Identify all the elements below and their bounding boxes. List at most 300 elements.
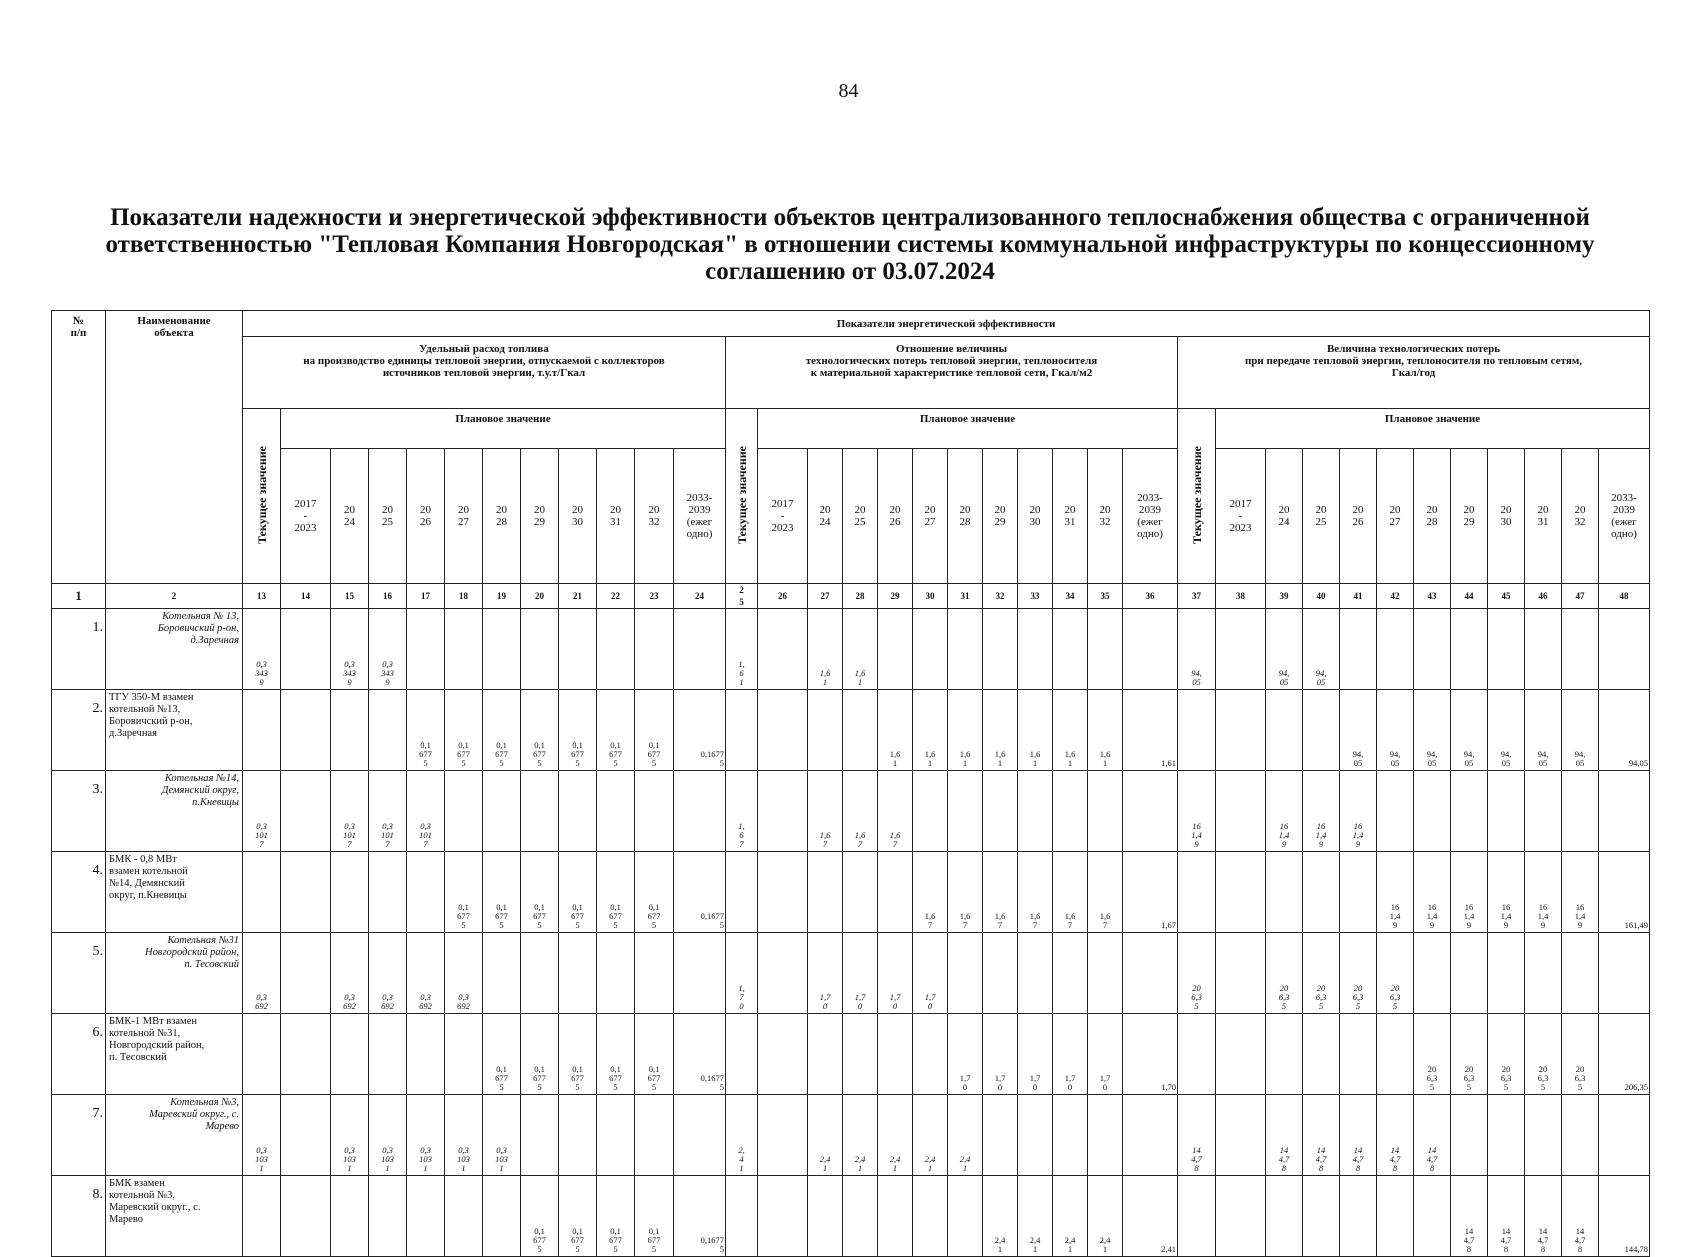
value-cell <box>445 1014 483 1095</box>
value-cell <box>1451 933 1488 1014</box>
value-cell <box>1562 933 1599 1014</box>
value-cell <box>808 1176 843 1257</box>
value-cell: 0,1677 5 <box>674 1176 726 1257</box>
value-cell: 0,1 677 5 <box>559 1176 597 1257</box>
year-header: 20 24 <box>1266 449 1303 584</box>
value-cell: 14 4,7 8 <box>1488 1176 1525 1257</box>
column-number: 37 <box>1178 584 1216 609</box>
column-number: 2 5 <box>726 584 758 609</box>
value-cell <box>674 1095 726 1176</box>
value-cell <box>281 771 331 852</box>
value-cell <box>1088 1095 1123 1176</box>
value-cell <box>635 609 674 690</box>
year-header: 20 26 <box>878 449 913 584</box>
value-cell <box>1414 609 1451 690</box>
value-cell: 1,6 7 <box>983 852 1018 933</box>
value-cell <box>559 1095 597 1176</box>
row-index: 1. <box>52 609 106 690</box>
column-number: 41 <box>1340 584 1377 609</box>
column-number: 19 <box>483 584 521 609</box>
value-cell: 1,7 0 <box>808 933 843 1014</box>
value-cell: 1,6 7 <box>808 771 843 852</box>
value-cell <box>726 1176 758 1257</box>
value-cell: 14 4,7 8 <box>1451 1176 1488 1257</box>
value-cell <box>369 690 407 771</box>
value-cell <box>521 933 559 1014</box>
column-number: 32 <box>983 584 1018 609</box>
value-cell <box>407 1176 445 1257</box>
value-cell: 0,1 677 5 <box>597 690 635 771</box>
value-cell <box>597 1095 635 1176</box>
value-cell <box>281 933 331 1014</box>
header-current-value: Текущее значение <box>243 409 281 584</box>
value-cell <box>1018 1095 1053 1176</box>
value-cell: 20 6,3 5 <box>1340 933 1377 1014</box>
column-number: 27 <box>808 584 843 609</box>
object-name: Котельная № 13, Боровичский р-он, д.Заречная <box>106 609 243 690</box>
year-header: 20 24 <box>331 449 369 584</box>
value-cell <box>758 852 808 933</box>
value-cell: 0,1 677 5 <box>635 1176 674 1257</box>
value-cell: 2,4 1 <box>808 1095 843 1176</box>
value-cell: 1, 7 0 <box>726 933 758 1014</box>
value-cell <box>1414 771 1451 852</box>
years-row <box>52 449 1650 584</box>
value-cell <box>243 690 281 771</box>
value-cell: 20 6,3 5 <box>1266 933 1303 1014</box>
value-cell <box>369 1176 407 1257</box>
value-cell <box>983 771 1018 852</box>
value-cell <box>983 609 1018 690</box>
value-cell: 0,1 677 5 <box>407 690 445 771</box>
table-row <box>52 852 1650 933</box>
value-cell <box>1562 1095 1599 1176</box>
value-cell <box>635 933 674 1014</box>
value-cell: 20 6,3 5 <box>1488 1014 1525 1095</box>
value-cell <box>407 1014 445 1095</box>
value-cell <box>843 690 878 771</box>
value-cell <box>1053 1095 1088 1176</box>
page-number: 84 <box>838 80 859 102</box>
column-number: 29 <box>878 584 913 609</box>
value-cell: 2,4 1 <box>1053 1176 1088 1257</box>
value-cell: 0,1677 5 <box>674 852 726 933</box>
year-header: 20 29 <box>983 449 1018 584</box>
value-cell <box>1488 609 1525 690</box>
header-num: № п/п <box>52 311 106 584</box>
object-name: Котельная №3, Маревский округ., с. Марево <box>106 1095 243 1176</box>
value-cell: 14 4,7 8 <box>1178 1095 1216 1176</box>
value-cell <box>843 1176 878 1257</box>
value-cell: 94, 05 <box>1562 690 1599 771</box>
value-cell <box>1377 609 1414 690</box>
value-cell: 0,1 677 5 <box>597 1176 635 1257</box>
value-cell <box>674 933 726 1014</box>
value-cell: 0,1 677 5 <box>635 852 674 933</box>
column-number: 31 <box>948 584 983 609</box>
value-cell: 1,7 0 <box>913 933 948 1014</box>
value-cell: 0,1 677 5 <box>483 690 521 771</box>
header-name: Наименование объекта <box>106 311 243 584</box>
value-cell <box>1488 933 1525 1014</box>
year-header: 2033- 2039 (ежег одно) <box>674 449 726 584</box>
value-cell <box>878 609 913 690</box>
column-number: 14 <box>281 584 331 609</box>
value-cell <box>1216 771 1266 852</box>
value-cell: 2,4 1 <box>878 1095 913 1176</box>
value-cell <box>1123 933 1178 1014</box>
value-cell <box>1216 1095 1266 1176</box>
value-cell <box>983 933 1018 1014</box>
table-row <box>52 690 1650 771</box>
column-number: 16 <box>369 584 407 609</box>
value-cell <box>1018 933 1053 1014</box>
year-header: 20 28 <box>1414 449 1451 584</box>
year-header: 20 31 <box>1053 449 1088 584</box>
value-cell: 161,49 <box>1599 852 1650 933</box>
value-cell: 206,35 <box>1599 1014 1650 1095</box>
value-cell: 1,61 <box>1123 690 1178 771</box>
year-header: 2033- 2039 (ежег одно) <box>1123 449 1178 584</box>
value-cell: 1,6 1 <box>1088 690 1123 771</box>
column-number: 34 <box>1053 584 1088 609</box>
row-index: 8. <box>52 1176 106 1257</box>
value-cell <box>559 609 597 690</box>
value-cell: 16 1,4 9 <box>1488 852 1525 933</box>
value-cell <box>1488 1095 1525 1176</box>
value-cell: 1,6 7 <box>1053 852 1088 933</box>
value-cell: 1,7 0 <box>1088 1014 1123 1095</box>
column-number: 45 <box>1488 584 1525 609</box>
value-cell <box>1525 933 1562 1014</box>
value-cell <box>243 852 281 933</box>
header-planned-value: Плановое значение <box>1216 409 1650 449</box>
value-cell <box>1599 609 1650 690</box>
value-cell: 20 6,3 5 <box>1303 933 1340 1014</box>
value-cell <box>1340 852 1377 933</box>
value-cell <box>1266 1176 1303 1257</box>
value-cell: 20 6,3 5 <box>1377 933 1414 1014</box>
object-name: БМК - 0,8 МВт взамен котельной №14, Демянский округ, п.Кневицы <box>106 852 243 933</box>
object-name: БМК-1 МВт взамен котельной №31, Новгородский район, п. Тесовский <box>106 1014 243 1095</box>
column-number: 1 <box>52 584 106 609</box>
column-number: 47 <box>1562 584 1599 609</box>
value-cell: 0,1677 5 <box>674 690 726 771</box>
value-cell: 14 4,7 8 <box>1266 1095 1303 1176</box>
value-cell: 16 1,4 9 <box>1266 771 1303 852</box>
value-cell: 0,1 677 5 <box>445 690 483 771</box>
value-cell <box>808 1014 843 1095</box>
value-cell <box>1340 1176 1377 1257</box>
year-header: 20 28 <box>483 449 521 584</box>
value-cell <box>281 1014 331 1095</box>
value-cell <box>758 771 808 852</box>
value-cell <box>758 690 808 771</box>
column-number: 22 <box>597 584 635 609</box>
value-cell: 14 4,7 8 <box>1303 1095 1340 1176</box>
year-header: 20 25 <box>369 449 407 584</box>
value-cell <box>243 1176 281 1257</box>
row-index: 4. <box>52 852 106 933</box>
value-cell: 0,3 101 7 <box>331 771 369 852</box>
column-number: 43 <box>1414 584 1451 609</box>
value-cell <box>521 771 559 852</box>
value-cell <box>1053 933 1088 1014</box>
value-cell <box>281 609 331 690</box>
value-cell <box>331 1014 369 1095</box>
value-cell <box>878 1014 913 1095</box>
year-header: 2033- 2039 (ежег одно) <box>1599 449 1650 584</box>
value-cell: 20 6,3 5 <box>1525 1014 1562 1095</box>
value-cell <box>726 852 758 933</box>
value-cell <box>913 1014 948 1095</box>
value-cell <box>758 1014 808 1095</box>
value-cell <box>1018 771 1053 852</box>
header-energy-efficiency: Показатели энергетической эффективности <box>243 311 1650 337</box>
value-cell: 20 6,3 5 <box>1178 933 1216 1014</box>
column-number: 28 <box>843 584 878 609</box>
column-number: 40 <box>1303 584 1340 609</box>
value-cell <box>521 609 559 690</box>
value-cell <box>635 771 674 852</box>
value-cell <box>1525 609 1562 690</box>
value-cell <box>1216 933 1266 1014</box>
year-header: 20 27 <box>445 449 483 584</box>
value-cell <box>758 609 808 690</box>
value-cell: 0,3 692 <box>445 933 483 1014</box>
table-row <box>52 1095 1650 1176</box>
year-header: 2017 - 2023 <box>1216 449 1266 584</box>
table-row <box>52 771 1650 852</box>
value-cell: 1,6 1 <box>1018 690 1053 771</box>
year-header: 20 30 <box>559 449 597 584</box>
value-cell <box>913 1176 948 1257</box>
value-cell: 1,6 1 <box>983 690 1018 771</box>
value-cell <box>331 690 369 771</box>
value-cell <box>369 1014 407 1095</box>
value-cell <box>1123 771 1178 852</box>
column-number: 20 <box>521 584 559 609</box>
value-cell: 0,3 101 7 <box>243 771 281 852</box>
value-cell: 1,6 7 <box>948 852 983 933</box>
value-cell <box>913 771 948 852</box>
value-cell <box>1018 609 1053 690</box>
value-cell: 0,1 677 5 <box>559 1014 597 1095</box>
value-cell <box>913 609 948 690</box>
document-title: Показатели надежности и энергетической эффективности объектов централизованного теплоснабжения общества с ограниченной ответственностью "Тепловая Компания Новгородская" в отношении системы коммунальной инфраструктуры по концессионному соглашению от 03.07.2024 <box>105 204 1595 285</box>
value-cell <box>758 1095 808 1176</box>
value-cell: 1,6 1 <box>843 609 878 690</box>
value-cell <box>1266 690 1303 771</box>
value-cell <box>1377 1014 1414 1095</box>
value-cell <box>1216 1176 1266 1257</box>
value-cell <box>1303 1176 1340 1257</box>
value-cell: 0,3 101 7 <box>407 771 445 852</box>
value-cell: 0,3 692 <box>331 933 369 1014</box>
column-number: 21 <box>559 584 597 609</box>
value-cell: 20 6,3 5 <box>1414 1014 1451 1095</box>
value-cell <box>1377 1176 1414 1257</box>
value-cell: 20 6,3 5 <box>1562 1014 1599 1095</box>
column-number: 38 <box>1216 584 1266 609</box>
value-cell <box>1303 852 1340 933</box>
value-cell: 16 1,4 9 <box>1303 771 1340 852</box>
value-cell: 144,78 <box>1599 1176 1650 1257</box>
value-cell <box>758 1176 808 1257</box>
value-cell: 1, 6 7 <box>726 771 758 852</box>
value-cell: 0,1 677 5 <box>521 852 559 933</box>
header-current-value: Текущее значение <box>1178 409 1216 584</box>
value-cell <box>1178 1014 1216 1095</box>
value-cell <box>331 1176 369 1257</box>
value-cell: 0,1 677 5 <box>597 1014 635 1095</box>
value-cell <box>1266 852 1303 933</box>
row-index: 5. <box>52 933 106 1014</box>
value-cell <box>758 933 808 1014</box>
column-number: 39 <box>1266 584 1303 609</box>
value-cell <box>1525 771 1562 852</box>
year-header: 20 25 <box>843 449 878 584</box>
value-cell: 1,7 0 <box>983 1014 1018 1095</box>
value-cell: 14 4,7 8 <box>1377 1095 1414 1176</box>
column-number: 33 <box>1018 584 1053 609</box>
value-cell <box>983 1095 1018 1176</box>
year-header: 20 26 <box>1340 449 1377 584</box>
value-cell <box>1053 609 1088 690</box>
header-planned-value: Плановое значение <box>281 409 726 449</box>
value-cell <box>483 1176 521 1257</box>
value-cell <box>726 1014 758 1095</box>
value-cell: 2,4 1 <box>843 1095 878 1176</box>
value-cell: 1,6 1 <box>808 609 843 690</box>
year-header: 2017 - 2023 <box>758 449 808 584</box>
column-number: 30 <box>913 584 948 609</box>
row-index: 3. <box>52 771 106 852</box>
value-cell <box>281 1176 331 1257</box>
value-cell: 94, 05 <box>1377 690 1414 771</box>
value-cell: 1,6 1 <box>948 690 983 771</box>
indicators-table-wrap <box>51 310 1650 1257</box>
value-cell <box>1599 1095 1650 1176</box>
value-cell <box>331 852 369 933</box>
year-header: 20 31 <box>597 449 635 584</box>
value-cell: 0,1677 5 <box>674 1014 726 1095</box>
value-cell: 16 1,4 9 <box>1562 852 1599 933</box>
column-numbers-row <box>52 584 1650 609</box>
header-group-loss-ratio: Отношение величины технологических потерь тепловой энергии, теплоносителя к материальной характеристике тепловой сети, Гкал/м2 <box>726 337 1178 409</box>
value-cell <box>1303 1014 1340 1095</box>
value-cell: 1,6 7 <box>913 852 948 933</box>
value-cell <box>843 1014 878 1095</box>
value-cell <box>597 771 635 852</box>
header-current-value: Текущее значение <box>726 409 758 584</box>
value-cell: 16 1,4 9 <box>1340 771 1377 852</box>
value-cell <box>1178 852 1216 933</box>
value-cell <box>597 609 635 690</box>
value-cell <box>597 933 635 1014</box>
value-cell <box>281 690 331 771</box>
value-cell: 2,41 <box>1123 1176 1178 1257</box>
value-cell <box>948 933 983 1014</box>
value-cell: 2,4 1 <box>913 1095 948 1176</box>
year-header: 20 32 <box>635 449 674 584</box>
value-cell: 1,6 7 <box>878 771 913 852</box>
value-cell: 94, 05 <box>1178 609 1216 690</box>
column-number: 42 <box>1377 584 1414 609</box>
value-cell: 14 4,7 8 <box>1562 1176 1599 1257</box>
year-header: 20 26 <box>407 449 445 584</box>
value-cell <box>281 852 331 933</box>
value-cell: 94, 05 <box>1525 690 1562 771</box>
value-cell <box>674 771 726 852</box>
value-cell <box>1178 1176 1216 1257</box>
value-cell: 2, 4 1 <box>726 1095 758 1176</box>
value-cell <box>521 1095 559 1176</box>
column-number: 2 <box>106 584 243 609</box>
table-body <box>52 311 1650 1257</box>
value-cell: 0,1 677 5 <box>521 1014 559 1095</box>
value-cell: 1,7 0 <box>878 933 913 1014</box>
value-cell: 0,3 343 9 <box>331 609 369 690</box>
value-cell: 94, 05 <box>1303 609 1340 690</box>
indicators-table <box>51 310 1650 1257</box>
value-cell <box>1266 1014 1303 1095</box>
year-header: 20 28 <box>948 449 983 584</box>
value-cell <box>369 852 407 933</box>
value-cell: 94, 05 <box>1266 609 1303 690</box>
value-cell: 0,3 103 1 <box>407 1095 445 1176</box>
table-row <box>52 1176 1650 1257</box>
value-cell <box>1451 771 1488 852</box>
value-cell: 0,3 103 1 <box>483 1095 521 1176</box>
value-cell: 0,1 677 5 <box>483 1014 521 1095</box>
value-cell <box>407 609 445 690</box>
value-cell: 0,3 103 1 <box>243 1095 281 1176</box>
value-cell: 1, 6 1 <box>726 609 758 690</box>
value-cell: 0,1 677 5 <box>521 690 559 771</box>
year-header: 20 30 <box>1488 449 1525 584</box>
year-header: 2017 - 2023 <box>281 449 331 584</box>
value-cell <box>948 609 983 690</box>
value-cell: 1,7 0 <box>948 1014 983 1095</box>
value-cell <box>1088 933 1123 1014</box>
column-number: 23 <box>635 584 674 609</box>
value-cell: 1,6 7 <box>843 771 878 852</box>
row-index: 2. <box>52 690 106 771</box>
value-cell: 14 4,7 8 <box>1525 1176 1562 1257</box>
value-cell <box>1377 771 1414 852</box>
value-cell: 0,3 103 1 <box>369 1095 407 1176</box>
value-cell <box>1123 609 1178 690</box>
column-number: 18 <box>445 584 483 609</box>
value-cell <box>559 933 597 1014</box>
value-cell: 16 1,4 9 <box>1377 852 1414 933</box>
value-cell: 1,70 <box>1123 1014 1178 1095</box>
value-cell <box>726 690 758 771</box>
value-cell: 0,1 677 5 <box>597 852 635 933</box>
value-cell <box>1303 690 1340 771</box>
value-cell: 16 1,4 9 <box>1178 771 1216 852</box>
value-cell: 0,3 103 1 <box>331 1095 369 1176</box>
value-cell <box>808 852 843 933</box>
value-cell <box>878 852 913 933</box>
value-cell: 20 6,3 5 <box>1451 1014 1488 1095</box>
value-cell <box>1216 609 1266 690</box>
value-cell <box>1088 771 1123 852</box>
column-number: 17 <box>407 584 445 609</box>
value-cell <box>445 1176 483 1257</box>
table-row <box>52 609 1650 690</box>
